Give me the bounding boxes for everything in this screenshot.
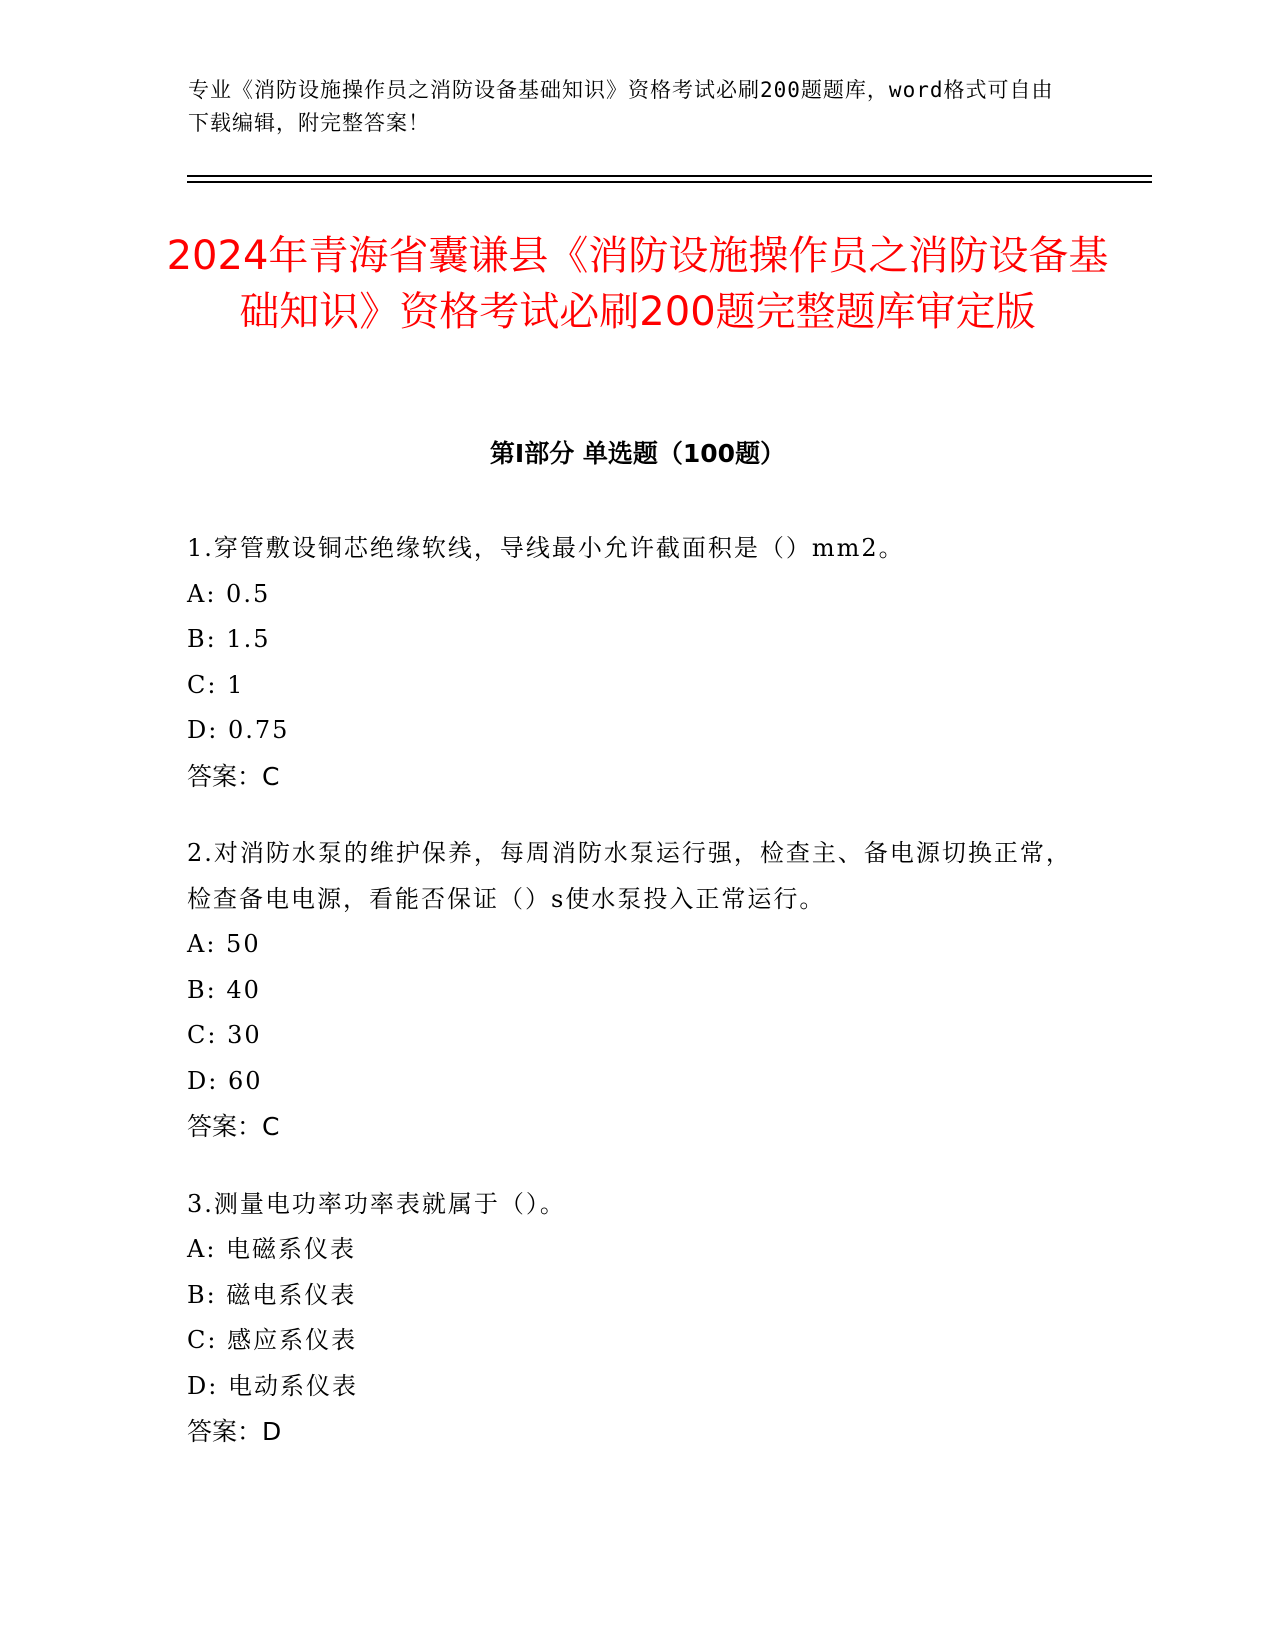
question-stem: 1.穿管敷设铜芯绝缘软线，导线最小允许截面积是（）mm2。 — [187, 534, 905, 562]
option-a: A: 0.5 — [187, 579, 271, 608]
question-stem: 2.对消防水泵的维护保养，每周消防水泵运行强，检查主、备电源切换正常，检查备电电源，看能否保证（）s使水泵投入正常运行。 — [187, 839, 1072, 913]
option-b: B: 磁电系仪表 — [187, 1280, 357, 1309]
option-a: A: 电磁系仪表 — [187, 1235, 357, 1263]
section-heading: 第Ⅰ部分 单选题（100题） — [489, 439, 786, 468]
question-3 — [187, 1182, 1087, 1455]
question-2 — [187, 831, 1087, 1150]
document-title: 2024年青海省囊谦县《消防设施操作员之消防设备基础知识》资格考试必刷200题完整题库审定版 — [166, 233, 1109, 335]
answer-line: 答案：C — [187, 1112, 280, 1141]
header-divider-bottom — [187, 181, 1152, 183]
option-d: D: 60 — [187, 1066, 263, 1095]
question-1 — [187, 526, 1087, 799]
option-b: B: 1.5 — [187, 625, 271, 653]
header-divider-top — [187, 175, 1152, 177]
option-b: B: 40 — [187, 975, 261, 1004]
option-a: A: 50 — [187, 930, 261, 958]
header-note: 专业《消防设施操作员之消防设备基础知识》资格考试必刷200题题库，word格式可自由下载编辑，附完整答案！ — [188, 78, 1054, 135]
question-list — [187, 526, 1087, 1487]
question-stem: 3.测量电功率功率表就属于（）。 — [187, 1189, 566, 1218]
option-d: D: 0.75 — [187, 716, 290, 744]
answer-line: 答案：D — [187, 1417, 282, 1446]
option-d: D: 电动系仪表 — [187, 1371, 358, 1400]
option-c: C: 30 — [187, 1021, 262, 1049]
answer-line: 答案：C — [187, 761, 280, 791]
option-c: C: 1 — [187, 670, 245, 699]
option-c: C: 感应系仪表 — [187, 1326, 358, 1354]
